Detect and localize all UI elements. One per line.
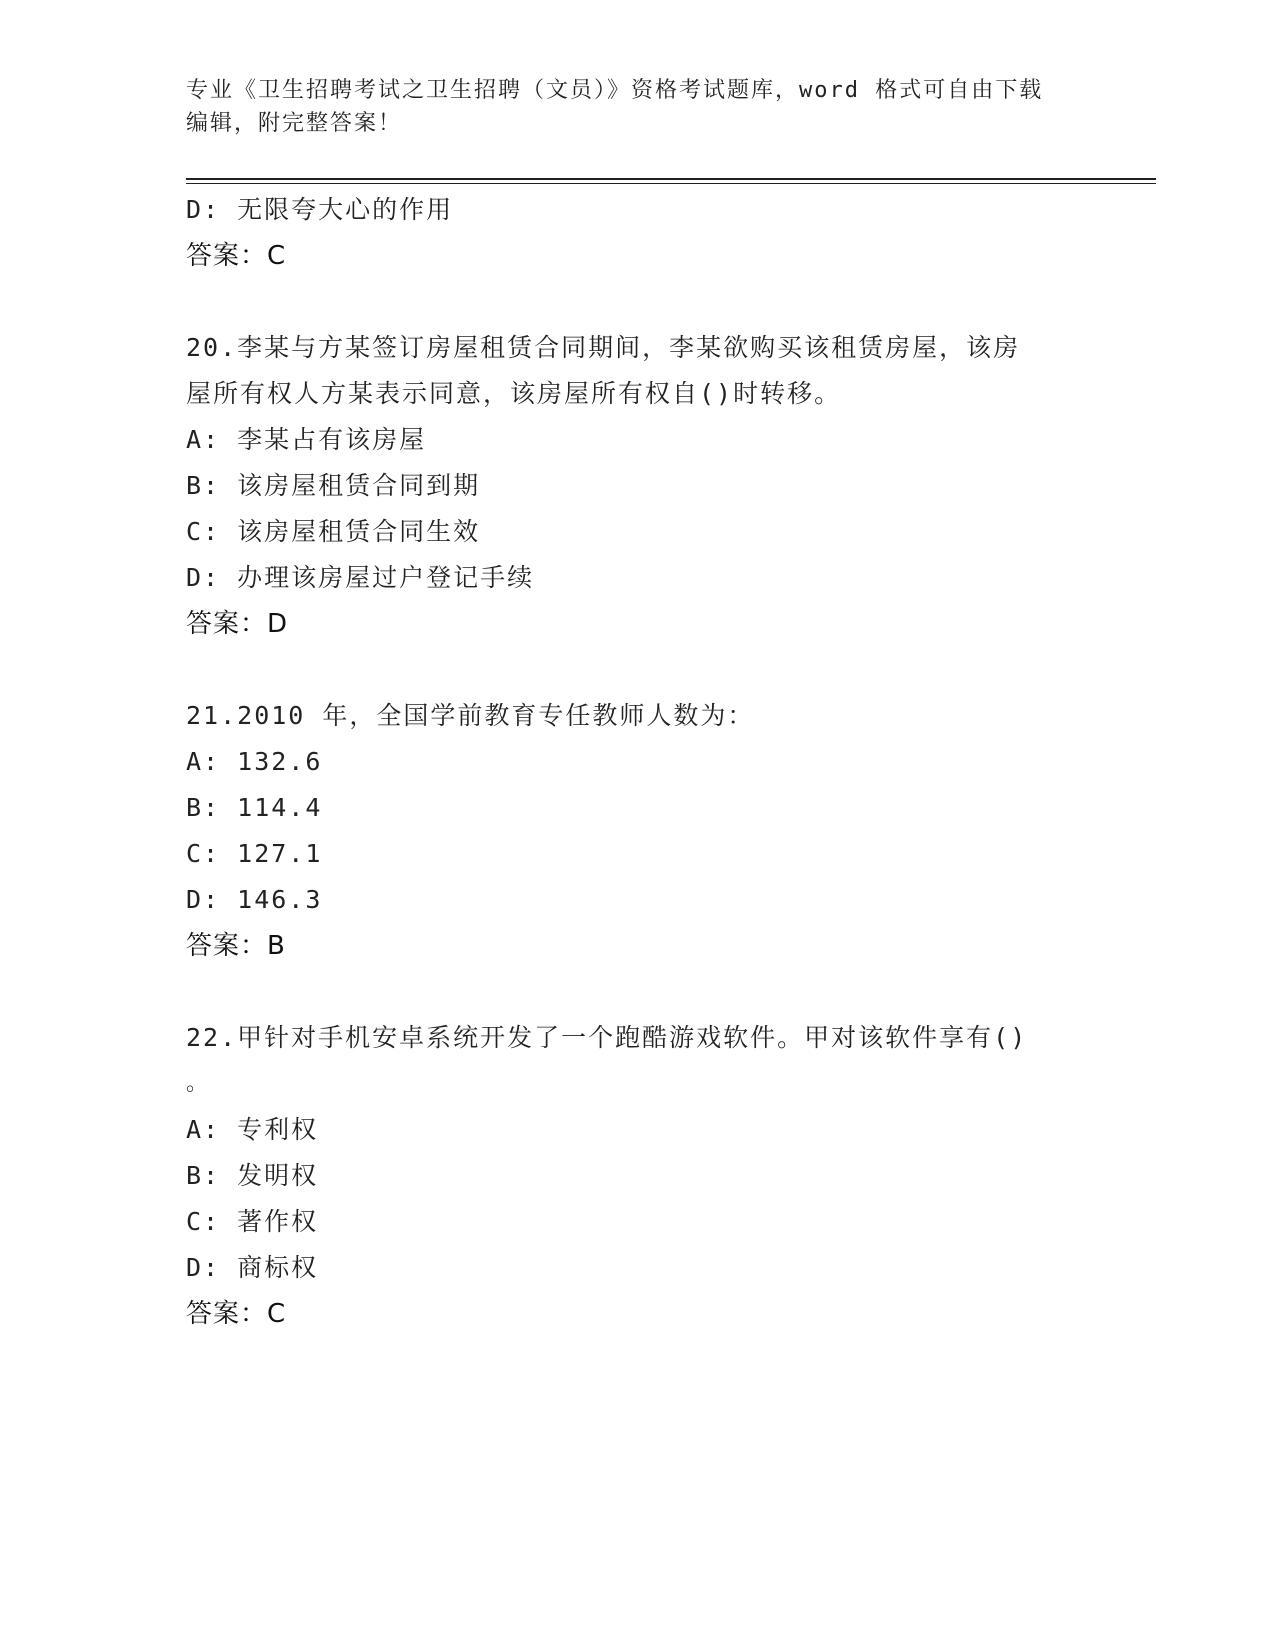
question-20-option-c: C: 该房屋租赁合同生效 (186, 517, 481, 546)
question-20-stem-line-2: 屋所有权人方某表示同意，该房屋所有权自()时转移。 (186, 379, 842, 408)
prev-option-d: D: 无限夸大心的作用 (186, 195, 454, 224)
question-20 (186, 325, 1086, 647)
header-divider-thin (186, 183, 1156, 184)
question-20-option-a: A: 李某占有该房屋 (186, 425, 427, 454)
question-21-option-c: C: 127.1 (186, 839, 323, 868)
spacer (186, 647, 1086, 693)
question-22-answer: 答案：C (186, 1299, 287, 1329)
question-21-option-b: B: 114.4 (186, 793, 323, 822)
question-list (186, 187, 1086, 1337)
question-21-stem-line-1: 21.2010 年，全国学前教育专任教师人数为： (186, 701, 755, 730)
question-22-stem-line-1: 22.甲针对手机安卓系统开发了一个跑酷游戏软件。甲对该软件享有() (186, 1023, 1028, 1052)
question-22-option-c: C: 著作权 (186, 1207, 319, 1236)
question-22-option-b: B: 发明权 (186, 1161, 319, 1190)
header-divider-thick (186, 178, 1156, 180)
document-header (186, 74, 1086, 140)
spacer (186, 969, 1086, 1015)
question-20-stem-line-1: 20.李某与方某签订房屋租赁合同期间，李某欲购买该租赁房屋，该房 (186, 333, 1021, 362)
question-22-option-d: D: 商标权 (186, 1253, 319, 1282)
question-22 (186, 1015, 1086, 1337)
question-20-option-d: D: 办理该房屋过户登记手续 (186, 563, 535, 592)
question-22-stem-line-2: 。 (186, 1071, 211, 1096)
prev-answer: 答案：C (186, 241, 287, 271)
header-line-2: 编辑，附完整答案！ (186, 111, 403, 136)
question-21-option-d: D: 146.3 (186, 885, 323, 914)
spacer (186, 279, 1086, 325)
header-line-1: 专业《卫生招聘考试之卫生招聘（文员）》资格考试题库，word 格式可自由下载 (186, 78, 1044, 103)
question-21-answer: 答案：B (186, 931, 286, 961)
question-20-answer: 答案：D (186, 609, 289, 639)
question-22-option-a: A: 专利权 (186, 1115, 319, 1144)
question-20-option-b: B: 该房屋租赁合同到期 (186, 471, 481, 500)
question-21-option-a: A: 132.6 (186, 747, 323, 776)
question-21 (186, 693, 1086, 969)
